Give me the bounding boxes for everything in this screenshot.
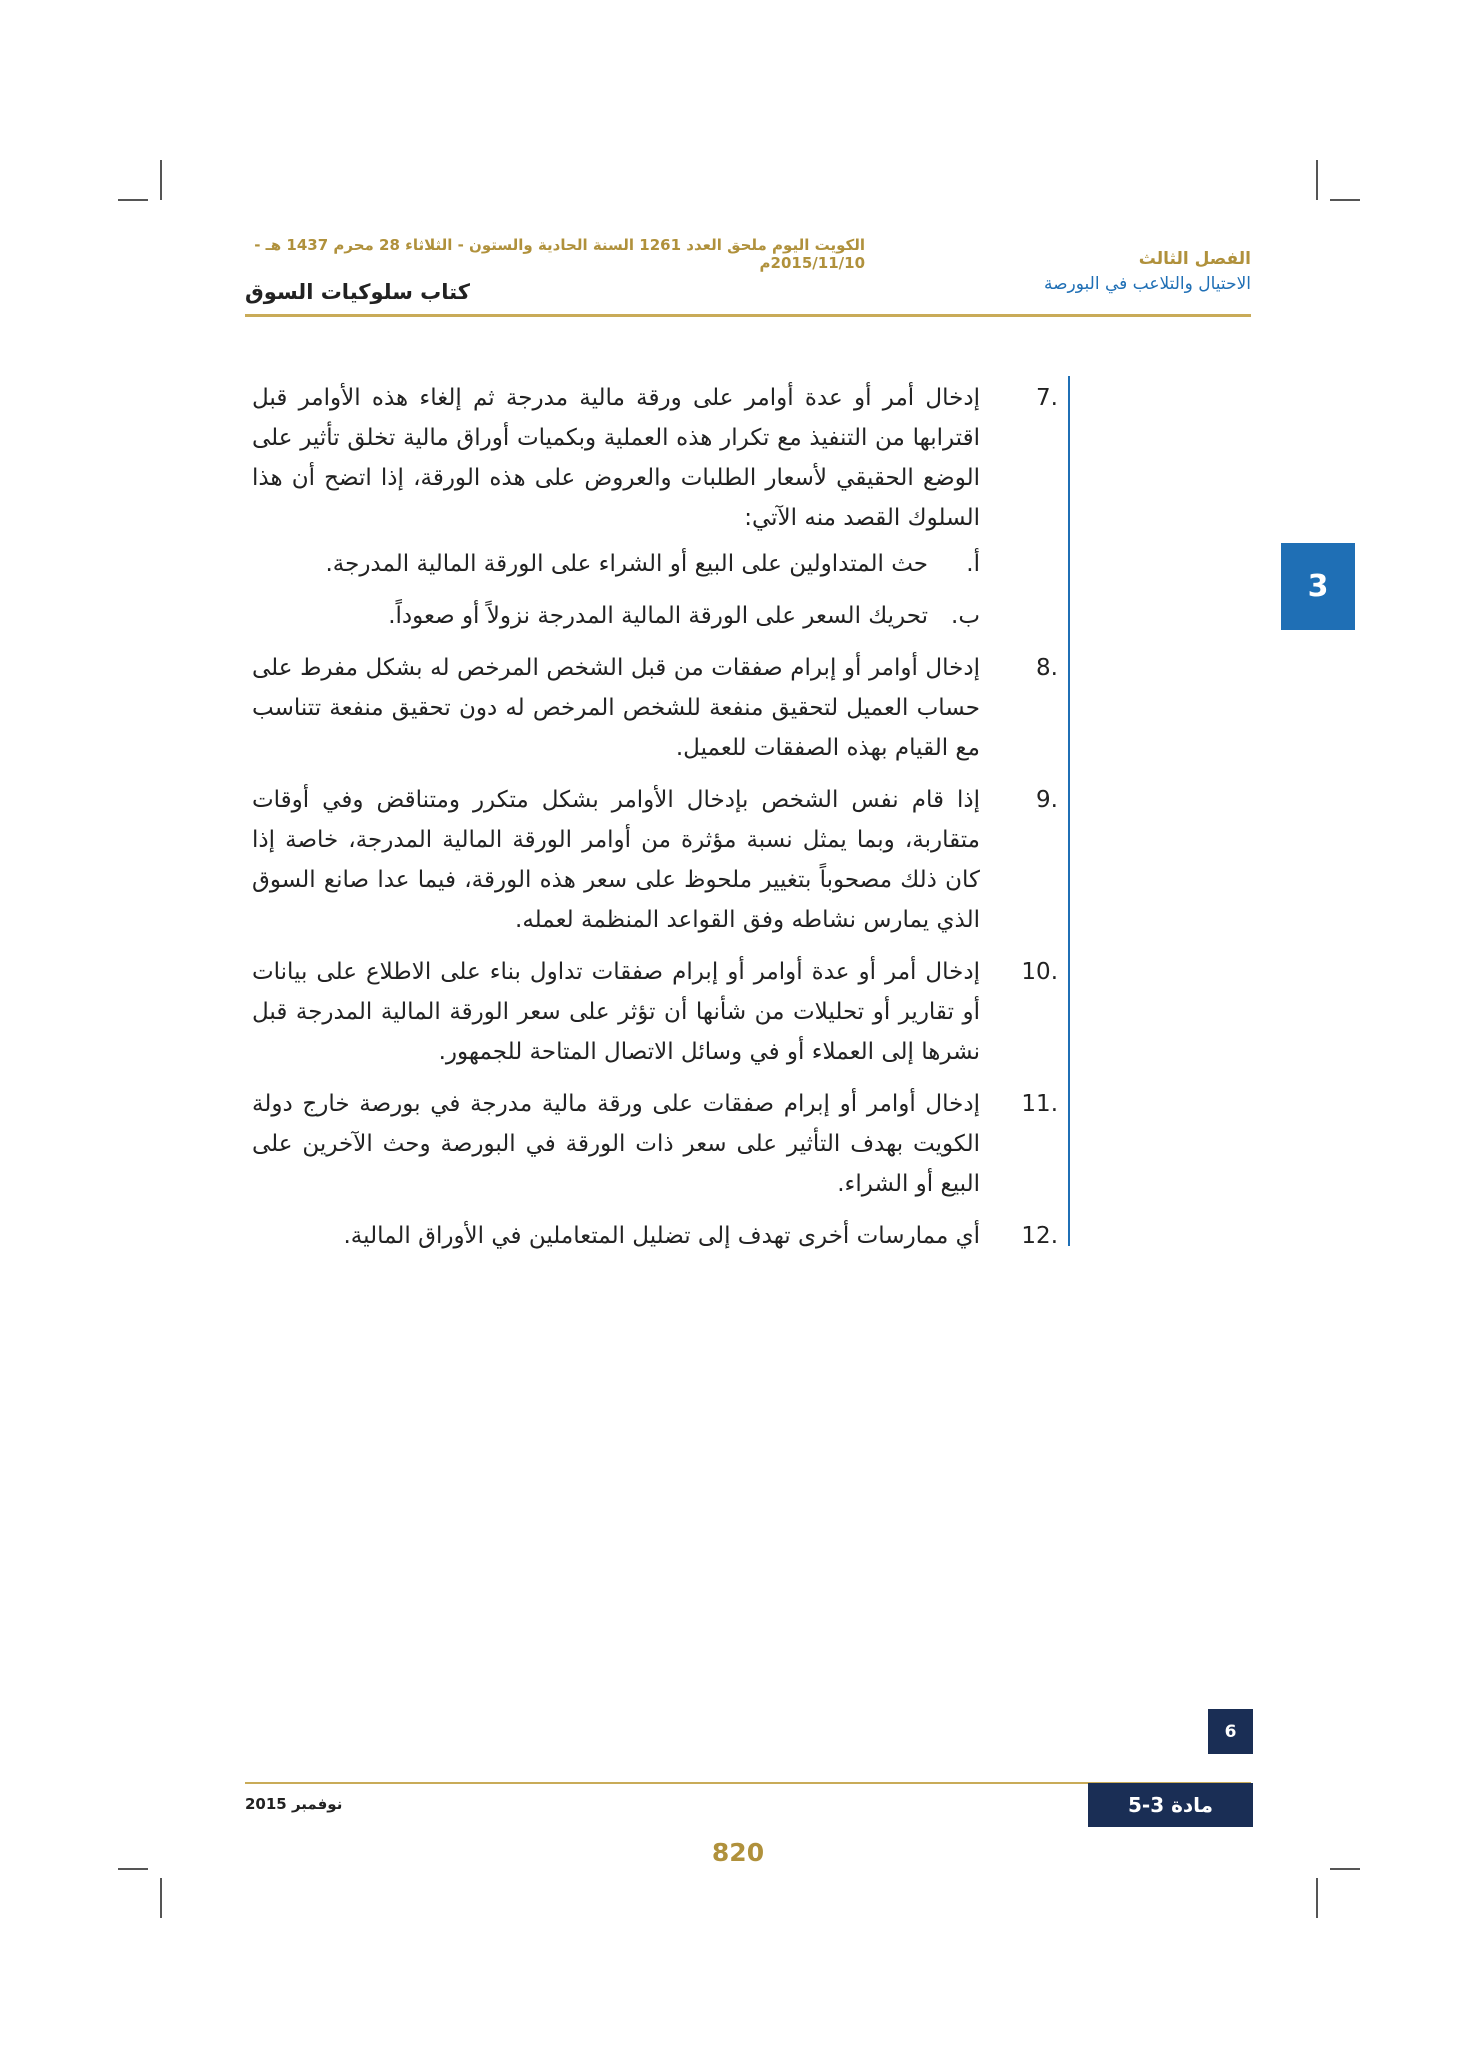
crop-mark: [1330, 199, 1360, 201]
sub-list: [252, 544, 980, 636]
sub-item-text: حث المتداولين على البيع أو الشراء على الورقة المالية المدرجة.: [325, 551, 928, 577]
crop-mark: [118, 199, 148, 201]
article-reference-tab: مادة 3-5: [1088, 1783, 1253, 1827]
sub-item-letter: أ.: [966, 551, 980, 577]
item-text: إدخال أمر أو عدة أوامر على ورقة مالية مدرجة ثم إلغاء هذه الأوامر قبل اقترابها من التنفيذ مع تكرار هذه العملية وبكميات أوراق مالية تخلق تأثير على الوضع الحقيقي لأسعار الطلبات والعروض على هذه الورقة، إذا اتضح أن هذا السلوك القصد منه الآتي:: [252, 385, 980, 531]
sub-item: [252, 596, 980, 636]
gazette-page-number: 820: [711, 1838, 765, 1867]
item-text: إدخال أوامر أو إبرام صفقات من قبل الشخص المرخص له بشكل مفرط على حساب العميل لتحقيق منفعة للشخص المرخص له دون تحقيق منفعة تتناسب مع القيام بهذه الصفقات للعميل.: [252, 655, 980, 761]
crop-mark: [160, 1878, 162, 1918]
chapter-subtitle: الاحتيال والتلاعب في البورصة: [1043, 274, 1251, 294]
page-number-box: 6: [1208, 1709, 1253, 1754]
item-text: أي ممارسات أخرى تهدف إلى تضليل المتعاملين في الأوراق المالية.: [343, 1223, 980, 1249]
list-item: [252, 1084, 1058, 1204]
header-divider: [245, 314, 1251, 317]
chapter-label: الفصل الثالث: [1138, 249, 1251, 269]
item-text: إدخال أوامر أو إبرام صفقات على ورقة مالية مدرجة في بورصة خارج دولة الكويت بهدف التأثير على سعر ذات الورقة في البورصة وحث الآخرين على البيع أو الشراء.: [252, 1091, 980, 1197]
crop-mark: [1316, 160, 1318, 200]
article-content: [252, 378, 1058, 1268]
item-number: 7.: [1036, 385, 1058, 411]
item-number: 10.: [1021, 959, 1058, 985]
item-number: 9.: [1036, 787, 1058, 813]
footer-date: نوفمبر 2015: [245, 1795, 343, 1813]
crop-mark: [118, 1868, 148, 1870]
item-text: إذا قام نفس الشخص بإدخال الأوامر بشكل متكرر ومتناقض وفي أوقات متقاربة، وبما يمثل نسبة مؤثرة من أوامر الورقة المالية المدرجة، خاصة إذا كان ذلك مصحوباً بتغيير ملحوظ على سعر هذه الورقة، فيما عدا صانع السوق الذي يمارس نشاطه وفق القواعد المنظمة لعمله.: [252, 787, 980, 933]
sub-item-text: تحريك السعر على الورقة المالية المدرجة نزولاً أو صعوداً.: [388, 603, 928, 629]
list-item: [252, 952, 1058, 1072]
gazette-header-line: الكويت اليوم ملحق العدد 1261 السنة الحادية والستون - الثلاثاء 28 محرم 1437 هـ - 2015/11/10م: [254, 236, 865, 272]
book-title: كتاب سلوكيات السوق: [245, 280, 470, 304]
item-text: إدخال أمر أو عدة أوامر أو إبرام صفقات تداول بناء على الاطلاع على بيانات أو تقارير أو تحليلات من شأنها أن تؤثر على سعر الورقة المالية المدرجة قبل نشرها إلى العملاء أو في وسائل الاتصال المتاحة للجمهور.: [252, 959, 980, 1065]
list-item: [252, 780, 1058, 940]
list-item: [252, 378, 1058, 636]
list-item: [252, 648, 1058, 768]
crop-mark: [1316, 1878, 1318, 1918]
item-number: 8.: [1036, 655, 1058, 681]
item-number: 12.: [1021, 1223, 1058, 1249]
crop-mark: [1330, 1868, 1360, 1870]
content-side-rule: [1068, 376, 1070, 1246]
list-item: [252, 1216, 1058, 1256]
chapter-number-tab: 3: [1281, 543, 1355, 630]
sub-item: [252, 544, 980, 584]
crop-mark: [160, 160, 162, 200]
sub-item-letter: ب.: [951, 603, 980, 629]
item-number: 11.: [1021, 1091, 1058, 1117]
